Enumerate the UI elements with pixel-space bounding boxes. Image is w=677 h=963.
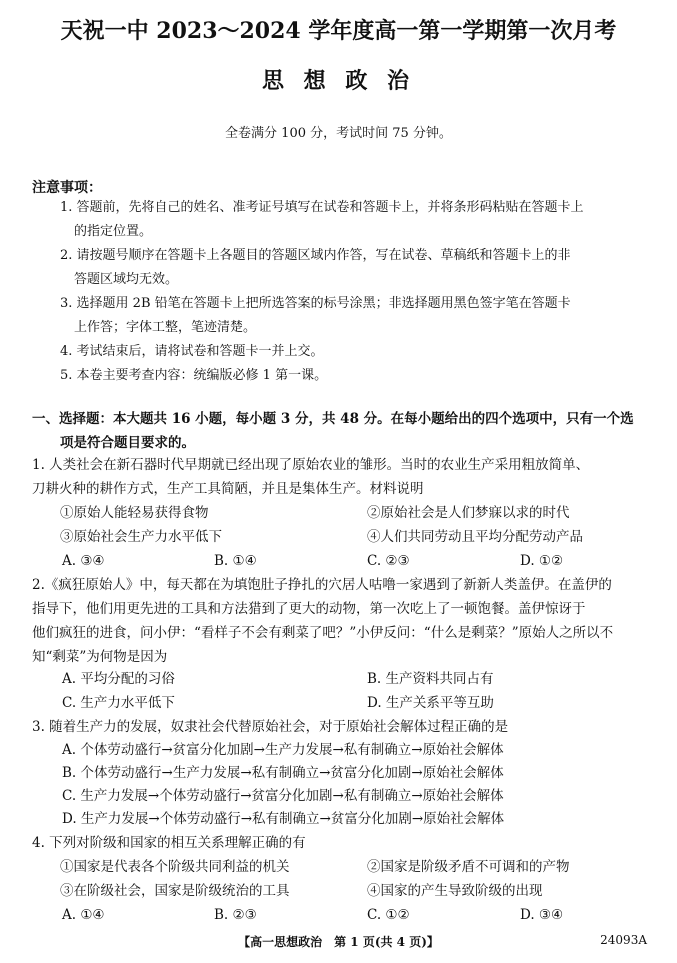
statement: ③原始社会生产力水平低下 xyxy=(60,529,222,545)
notice-line: 5. 本卷主要考查内容：统编版必修 1 第一课。 xyxy=(60,368,328,383)
option-c: C. 生产力发展→个体劳动盛行→贫富分化加剧→私有制确立→原始社会解体 xyxy=(62,788,504,804)
section-line: 一、选择题：本大题共 16 小题，每小题 3 分，共 48 分。在每小题给出的四个选项中，只有一个选 xyxy=(32,411,634,427)
option-a: A. 平均分配的习俗 xyxy=(62,671,175,687)
option-a: A. 个体劳动盛行→贫富分化加剧→生产力发展→私有制确立→原始社会解体 xyxy=(62,742,504,758)
statement: ④人们共同劳动且平均分配劳动产品 xyxy=(367,529,583,545)
option-c: C. ①② xyxy=(367,907,410,923)
option-b: B. 生产资料共同占有 xyxy=(367,671,494,687)
footer-label: 【高一思想政治 第 1 页(共 4 页)】 xyxy=(238,935,439,949)
section-line: 项是符合题目要求的。 xyxy=(60,435,195,451)
option-b: B. ①④ xyxy=(214,553,257,569)
option-a: A. ①④ xyxy=(62,907,105,923)
question-line: 指导下，他们用更先进的工具和方法猎到了更大的动物，第一次吃上了一顿饱餐。盖伊惊讶于 xyxy=(32,601,586,617)
exam-title: 天祝一中 2023～2024 学年度高一第一学期第一次月考 xyxy=(60,18,617,44)
question-line: 4. 下列对阶级和国家的相互关系理解正确的有 xyxy=(32,835,306,851)
question-4 xyxy=(32,831,654,855)
question-1 xyxy=(32,453,654,501)
statement: ①原始人能轻易获得食物 xyxy=(60,505,209,521)
option-d: D. ③④ xyxy=(520,907,564,923)
option-b: B. ②③ xyxy=(214,907,257,923)
notice-line: 2. 请按题号顺序在答题卡上各题目的答题区域内作答，写在试卷、草稿纸和答题卡上的非 xyxy=(60,248,571,263)
option-d: D. 生产力发展→个体劳动盛行→私有制确立→贫富分化加剧→原始社会解体 xyxy=(62,811,505,827)
statement: ④国家的产生导致阶级的出现 xyxy=(367,883,543,899)
statement: ③在阶级社会，国家是阶级统治的工具 xyxy=(60,883,290,899)
question-line: 2.《疯狂原始人》中，每天都在为填饱肚子挣扎的穴居人咕噜一家遇到了新新人类盖伊。在盖伊的 xyxy=(32,577,612,593)
notice-line: 上作答；字体工整，笔迹清楚。 xyxy=(74,320,257,335)
option-c: C. ②③ xyxy=(367,553,410,569)
option-c: C. 生产力水平低下 xyxy=(62,695,175,711)
option-d: D. ①② xyxy=(520,553,564,569)
statement: ①国家是代表各个阶级共同利益的机关 xyxy=(60,859,290,875)
statement: ②原始社会是人们梦寐以求的时代 xyxy=(367,505,570,521)
question-3 xyxy=(32,715,654,739)
score-line: 全卷满分 100 分，考试时间 75 分钟。 xyxy=(225,126,452,141)
notice-heading: 注意事项： xyxy=(32,180,102,196)
option-a: A. ③④ xyxy=(62,553,105,569)
notice-list xyxy=(60,196,660,388)
subject-title: 思 想 政 治 xyxy=(262,68,415,94)
paper-code: 24093A xyxy=(600,933,647,947)
section-heading xyxy=(32,407,654,455)
statement: ②国家是阶级矛盾不可调和的产物 xyxy=(367,859,570,875)
notice-line: 答题区域均无效。 xyxy=(74,272,179,287)
question-2 xyxy=(32,573,654,669)
notice-line: 3. 选择题用 2B 铅笔在答题卡上把所选答案的标号涂黑；非选择题用黑色签字笔在答题卡 xyxy=(60,296,571,311)
notice-line: 4. 考试结束后，请将试卷和答题卡一并上交。 xyxy=(60,344,324,359)
question-line: 他们疯狂的进食，问小伊：“看样子不会有剩菜了吧？”小伊反问：“什么是剩菜？”原始人之所以不 xyxy=(32,625,614,641)
question-line: 刀耕火种的耕作方式，生产工具简陋，并且是集体生产。材料说明 xyxy=(32,481,424,497)
option-b: B. 个体劳动盛行→生产力发展→私有制确立→贫富分化加剧→原始社会解体 xyxy=(62,765,504,781)
notice-line: 1. 答题前，先将自己的姓名、准考证号填写在试卷和答题卡上，并将条形码粘贴在答题卡上 xyxy=(60,200,584,215)
question-line: 知“剩菜”为何物是因为 xyxy=(32,649,168,665)
question-line: 1. 人类社会在新石器时代早期就已经出现了原始农业的雏形。当时的农业生产采用粗放简单、 xyxy=(32,457,590,473)
notice-line: 的指定位置。 xyxy=(74,224,153,239)
question-line: 3. 随着生产力的发展，奴隶社会代替原始社会，对于原始社会解体过程正确的是 xyxy=(32,719,509,735)
option-d: D. 生产关系平等互助 xyxy=(367,695,494,711)
